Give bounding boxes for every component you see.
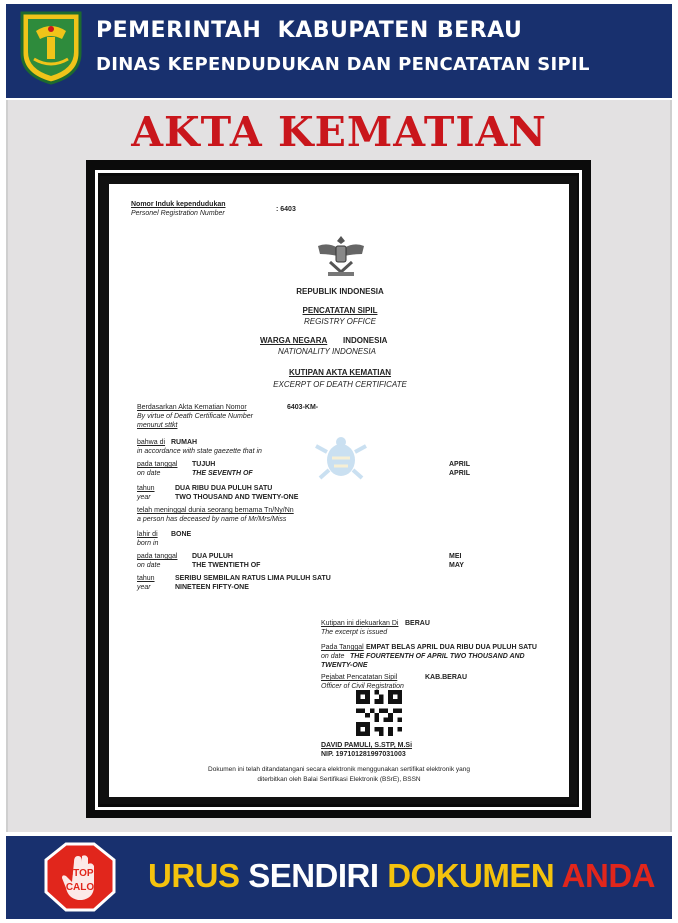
- death-month-en: APRIL: [449, 470, 470, 477]
- nik-label: Nomor Induk kependudukan: [131, 201, 226, 208]
- officer-label: Pejabat Pencatatan Sipil: [321, 674, 398, 681]
- basis-label-en: By virtue of Death Certificate Number: [137, 413, 253, 420]
- birth-date-label: pada tanggal: [137, 553, 178, 560]
- garuda-emblem-icon: [316, 232, 366, 278]
- excerpt-title: KUTIPAN AKTA KEMATIAN: [288, 368, 392, 377]
- deceased-label: telah meninggal dunia seorang bernama Tn/Ny/Nn: [137, 507, 294, 514]
- citizen-value: INDONESIA: [343, 336, 388, 345]
- e-sign-note-line2: diterbitkan oleh Balai Sertifikasi Elektronik (BSrE), BSSN: [257, 776, 421, 783]
- birth-date-value: DUA PULUH: [192, 553, 233, 560]
- registry-label: PENCATATAN SIPIL: [302, 306, 378, 315]
- born-value: BONE: [171, 531, 192, 538]
- slogan-word-dokumen: DOKUMEN: [387, 857, 562, 894]
- birth-year-label-en: year: [137, 584, 151, 591]
- issued-date-label: Pada Tanggal: [321, 644, 364, 651]
- issued-date-value-en: THE FOURTEENTH OF APRIL TWO THOUSAND AND: [350, 653, 525, 660]
- signer-name: DAVID PAMULI, S.STP, M.Si: [321, 742, 413, 749]
- berau-regency-emblem-icon: [18, 9, 84, 85]
- birth-date-label-en: on date: [137, 562, 161, 569]
- officer-label-en: Officer of Civil Registration: [321, 683, 404, 690]
- issued-label-en: The excerpt is issued: [321, 629, 388, 636]
- death-date-label: pada tanggal: [137, 461, 178, 468]
- stated-label: menurut sttkt: [137, 422, 178, 429]
- place-label: bahwa di: [137, 439, 166, 446]
- death-month: APRIL: [449, 461, 470, 468]
- birth-year-label: tahun: [137, 575, 155, 582]
- death-year-label-en: year: [137, 494, 151, 501]
- death-year-value: DUA RIBU DUA PULUH SATU: [175, 485, 273, 492]
- nik-value: : 6403: [276, 206, 296, 213]
- stop-calo-hand-icon: [38, 842, 122, 914]
- place-value: RUMAH: [171, 439, 198, 446]
- signer-nip: NIP. 197101281997031003: [321, 751, 406, 758]
- issued-label: Kutipan ini diekuarkan Di: [321, 620, 399, 627]
- death-date-label-en: on date: [137, 470, 161, 477]
- birth-month-en: MAY: [449, 562, 464, 569]
- birth-month: MEI: [449, 553, 462, 560]
- death-date-value-en: THE SEVENTH OF: [192, 470, 253, 477]
- officer-value: KAB.BERAU: [425, 674, 467, 681]
- stop-text: STOP: [66, 868, 94, 879]
- citizen-label: WARGA NEGARA: [260, 336, 328, 345]
- header-title-line1: PEMERINTAH KABUPATEN BERAU: [96, 18, 523, 43]
- citizen-label-en: NATIONALITY INDONESIA: [278, 347, 376, 356]
- footer-slogan: [148, 857, 655, 895]
- registry-label-en: REGISTRY OFFICE: [303, 317, 376, 326]
- nik-label-en: Personel Registration Number: [131, 210, 225, 217]
- republic-label: REPUBLIK INDONESIA: [296, 287, 384, 296]
- death-year-label: tahun: [137, 485, 155, 492]
- page-title: AKTA KEMATIAN: [131, 108, 547, 156]
- e-sign-note-line1: Dokumen ini telah ditandatangani secara elektronik menggunakan sertifikat elektronik yang: [208, 766, 470, 773]
- issued-value: BERAU: [405, 620, 430, 627]
- slogan-word-sendiri: SENDIRI: [248, 857, 388, 894]
- death-date-value: TUJUH: [192, 461, 216, 468]
- basis-label: Berdasarkan Akta Kematian Nomor: [137, 404, 247, 411]
- header-title-line2: DINAS KEPENDUDUKAN DAN PENCATATAN SIPIL: [96, 54, 590, 75]
- qr-code-icon: [354, 690, 404, 736]
- death-year-value-en: TWO THOUSAND AND TWENTY-ONE: [175, 494, 299, 501]
- basis-value: 6403-KM-: [287, 404, 319, 411]
- calo-text: CALO: [65, 882, 95, 893]
- birth-year-value-en: NINETEEN FIFTY-ONE: [175, 584, 249, 591]
- issued-date-value: EMPAT BELAS APRIL DUA RIBU DUA PULUH SATU: [366, 644, 537, 651]
- slogan-word-urus: URUS: [148, 857, 249, 894]
- place-label-en: in accordance with state gaezette that in: [137, 448, 262, 455]
- excerpt-title-en: EXCERPT OF DEATH CERTIFICATE: [273, 380, 407, 389]
- watermark-turtle-icon: [312, 430, 370, 488]
- born-label: lahir di: [137, 531, 158, 538]
- deceased-label-en: a person has deceased by name of Mr/Mrs/Miss: [137, 516, 287, 523]
- issued-date-value-en-cont: TWENTY-ONE: [321, 662, 368, 669]
- issued-date-label-en: on date: [321, 653, 345, 660]
- slogan-word-anda: ANDA: [561, 857, 655, 894]
- birth-date-value-en: THE TWENTIETH OF: [192, 562, 261, 569]
- born-label-en: born in: [137, 540, 159, 547]
- birth-year-value: SERIBU SEMBILAN RATUS LIMA PULUH SATU: [175, 575, 331, 582]
